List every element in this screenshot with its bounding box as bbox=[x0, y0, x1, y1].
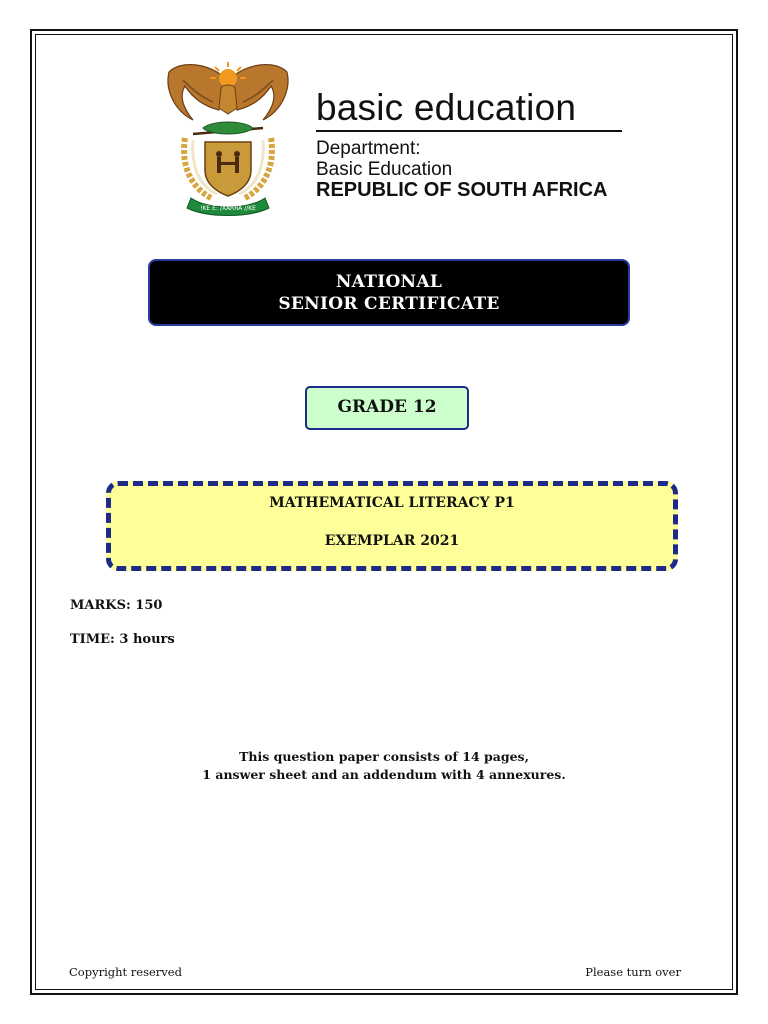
subject-box bbox=[106, 481, 678, 571]
time-text: TIME: 3 hours bbox=[70, 632, 175, 647]
brand-block bbox=[316, 86, 576, 130]
coat-of-arms-logo bbox=[163, 58, 293, 216]
department-label: Department: bbox=[316, 138, 421, 159]
department-name: Basic Education bbox=[316, 159, 453, 180]
department-block bbox=[316, 138, 607, 201]
certificate-line2: SENIOR CERTIFICATE bbox=[278, 294, 500, 314]
paper-contents-note bbox=[0, 748, 768, 784]
country-name: REPUBLIC OF SOUTH AFRICA bbox=[316, 179, 608, 201]
certificate-line1: NATIONAL bbox=[335, 272, 443, 292]
certificate-banner bbox=[148, 259, 630, 326]
marks-text: MARKS: 150 bbox=[70, 598, 163, 613]
footer-turn-over: Please turn over bbox=[585, 965, 681, 979]
paper-contents-line1: This question paper consists of 14 pages, bbox=[239, 749, 529, 764]
brand-name: basic education bbox=[316, 87, 577, 128]
subject-title: MATHEMATICAL LITERACY P1 bbox=[269, 495, 515, 511]
grade-badge: GRADE 12 bbox=[305, 386, 469, 430]
crest-motto: !KE E: /XARRA //KE bbox=[200, 205, 256, 212]
footer-copyright: Copyright reserved bbox=[69, 965, 182, 979]
brand-divider bbox=[316, 130, 622, 132]
paper-contents-line2: 1 answer sheet and an addendum with 4 annexures. bbox=[202, 767, 566, 782]
subject-edition: EXEMPLAR 2021 bbox=[324, 533, 460, 549]
